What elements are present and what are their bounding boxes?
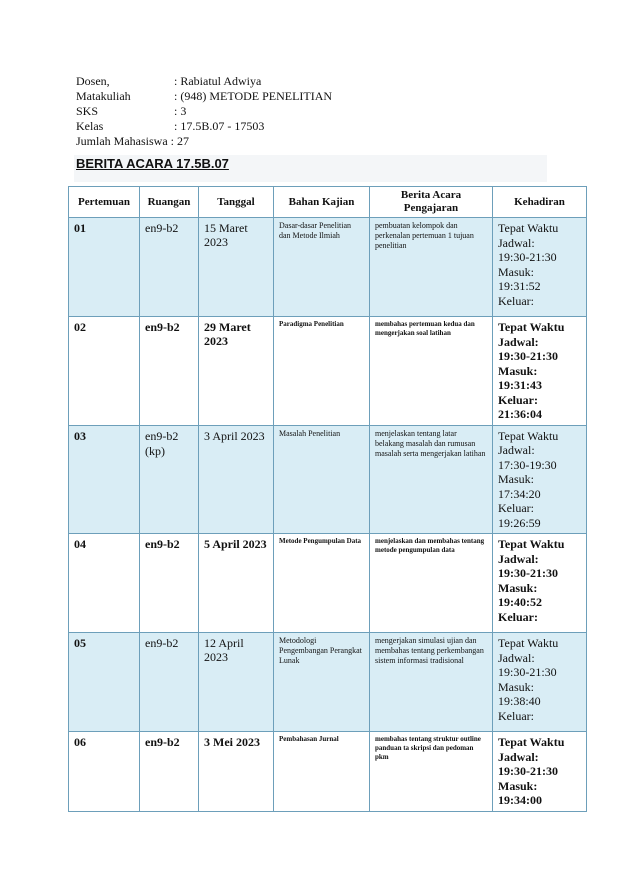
header-tanggal: Tanggal — [199, 187, 274, 218]
cell-tanggal: 12 April 2023 — [199, 633, 274, 732]
table-row — [69, 218, 587, 317]
cell-ruangan: en9-b2 — [140, 218, 199, 317]
att-keluar-label: Keluar: — [498, 501, 534, 515]
cell-tanggal: 29 Maret 2023 — [199, 317, 274, 426]
cell-kehadiran — [493, 317, 587, 426]
att-jadwal-label: Jadwal: — [498, 749, 539, 764]
att-masuk-label: Masuk: — [498, 472, 534, 486]
section-title: BERITA ACARA 17.5B.07 — [76, 156, 229, 171]
att-status: Tepat Waktu — [498, 221, 559, 235]
att-jadwal: 19:30-21:30 — [498, 764, 558, 778]
cell-pertemuan: 05 — [69, 633, 140, 732]
table-row — [69, 633, 587, 732]
att-keluar-label: Keluar: — [498, 609, 538, 624]
dosen-label: Dosen, — [76, 74, 110, 88]
att-keluar: 21:36:04 — [498, 407, 542, 421]
info-jumlah — [76, 134, 332, 149]
matakuliah-value: : (948) METODE PENELITIAN — [174, 89, 333, 103]
cell-pertemuan: 04 — [69, 534, 140, 633]
course-info — [76, 74, 332, 149]
cell-pertemuan: 03 — [69, 425, 140, 534]
cell-ruangan: en9-b2 — [140, 633, 199, 732]
att-jadwal-label: Jadwal: — [498, 551, 539, 566]
cell-berita: pembuatan kelompok dan perkenalan pertemuan 1 tujuan penelitian — [370, 218, 493, 317]
table-row — [69, 317, 587, 426]
header-pertemuan: Pertemuan — [69, 187, 140, 218]
cell-ruangan: en9-b2 — [140, 317, 199, 426]
cell-kehadiran — [493, 633, 587, 732]
att-keluar: 19:26:59 — [498, 515, 541, 530]
cell-pertemuan: 06 — [69, 732, 140, 812]
cell-kehadiran — [493, 534, 587, 633]
att-keluar-label: Keluar: — [498, 392, 538, 407]
att-masuk-label: Masuk: — [498, 778, 538, 793]
cell-pertemuan: 02 — [69, 317, 140, 426]
att-status: Tepat Waktu — [498, 636, 559, 650]
dosen-value: : Rabiatul Adwiya — [174, 74, 262, 88]
cell-pertemuan: 01 — [69, 218, 140, 317]
cell-berita: menjelaskan dan membahas tentang metode pengumpulan data — [370, 534, 493, 633]
cell-bahan: Metodologi Pengembangan Perangkat Lunak — [274, 633, 370, 732]
att-jadwal-label: Jadwal: — [498, 443, 535, 457]
cell-ruangan: en9-b2 (kp) — [140, 425, 199, 534]
header-berita-acara: Berita Acara Pengajaran — [370, 187, 493, 218]
cell-ruangan: en9-b2 — [140, 534, 199, 633]
att-keluar-label: Keluar: — [498, 293, 534, 308]
att-jadwal: 19:30-21:30 — [498, 665, 557, 679]
cell-berita: menjelaskan tentang latar belakang masalah dan rumusan masalah serta mengerjakan latihan — [370, 425, 493, 534]
att-status: Tepat Waktu — [498, 537, 565, 551]
att-masuk: 19:38:40 — [498, 694, 541, 708]
att-status: Tepat Waktu — [498, 735, 565, 749]
att-jadwal-label: Jadwal: — [498, 235, 535, 250]
info-sks — [76, 104, 332, 119]
att-jadwal: 17:30-19:30 — [498, 457, 557, 472]
cell-berita: mengerjakan simulasi ujian dan membahas tentang perkembangan sistem informasi tradisional — [370, 633, 493, 732]
table-header-row — [69, 187, 587, 218]
table-row — [69, 425, 587, 534]
att-masuk: 19:34:00 — [498, 793, 542, 807]
cell-kehadiran — [493, 218, 587, 317]
jumlah-value: : 27 — [170, 134, 189, 148]
jumlah-label: Jumlah Mahasiswa — [76, 134, 168, 148]
table-row — [69, 732, 587, 812]
att-status: Tepat Waktu — [498, 428, 559, 443]
att-masuk: 19:40:52 — [498, 595, 542, 609]
header-ruangan: Ruangan — [140, 187, 199, 218]
att-masuk-label: Masuk: — [498, 264, 534, 279]
cell-bahan: Dasar-dasar Penelitian dan Metode Ilmiah — [274, 218, 370, 317]
cell-bahan: Paradigma Penelitian — [274, 317, 370, 426]
att-masuk: 19:31:43 — [498, 378, 542, 392]
kelas-label: Kelas — [76, 119, 104, 133]
sks-label: SKS — [76, 104, 99, 118]
att-masuk-label: Masuk: — [498, 679, 534, 694]
cell-tanggal: 3 April 2023 — [199, 425, 274, 534]
cell-bahan: Masalah Penelitian — [274, 425, 370, 534]
kelas-value: : 17.5B.07 - 17503 — [174, 119, 265, 133]
cell-kehadiran — [493, 732, 587, 812]
cell-kehadiran — [493, 425, 587, 534]
info-kelas — [76, 119, 332, 134]
cell-tanggal: 5 April 2023 — [199, 534, 274, 633]
cell-ruangan: en9-b2 — [140, 732, 199, 812]
sks-value: : 3 — [174, 104, 187, 118]
header-kehadiran: Kehadiran — [493, 187, 587, 218]
cell-tanggal: 15 Maret 2023 — [199, 218, 274, 317]
info-matakuliah — [76, 89, 332, 104]
header-bahan-kajian: Bahan Kajian — [274, 187, 370, 218]
att-jadwal-label: Jadwal: — [498, 334, 539, 349]
att-masuk-label: Masuk: — [498, 580, 538, 595]
att-masuk: 17:34:20 — [498, 486, 541, 501]
cell-bahan: Pembahasan Jurnal — [274, 732, 370, 812]
cell-berita: membahas pertemuan kedua dan mengerjakan soal latihan — [370, 317, 493, 426]
table-row — [69, 534, 587, 633]
att-masuk: 19:31:52 — [498, 279, 541, 293]
cell-berita: membahas tentang struktur outline panduan ta skripsi dan pedoman pkm — [370, 732, 493, 812]
att-jadwal: 19:30-21:30 — [498, 349, 558, 363]
att-masuk-label: Masuk: — [498, 363, 538, 378]
att-keluar-label: Keluar: — [498, 708, 534, 723]
att-jadwal: 19:30-21:30 — [498, 566, 558, 580]
cell-tanggal: 3 Mei 2023 — [199, 732, 274, 812]
cell-bahan: Metode Pengumpulan Data — [274, 534, 370, 633]
att-jadwal-label: Jadwal: — [498, 650, 535, 665]
berita-acara-table — [68, 186, 587, 812]
att-status: Tepat Waktu — [498, 320, 565, 334]
att-jadwal: 19:30-21:30 — [498, 250, 557, 264]
info-dosen — [76, 74, 332, 89]
matakuliah-label: Matakuliah — [76, 89, 131, 103]
